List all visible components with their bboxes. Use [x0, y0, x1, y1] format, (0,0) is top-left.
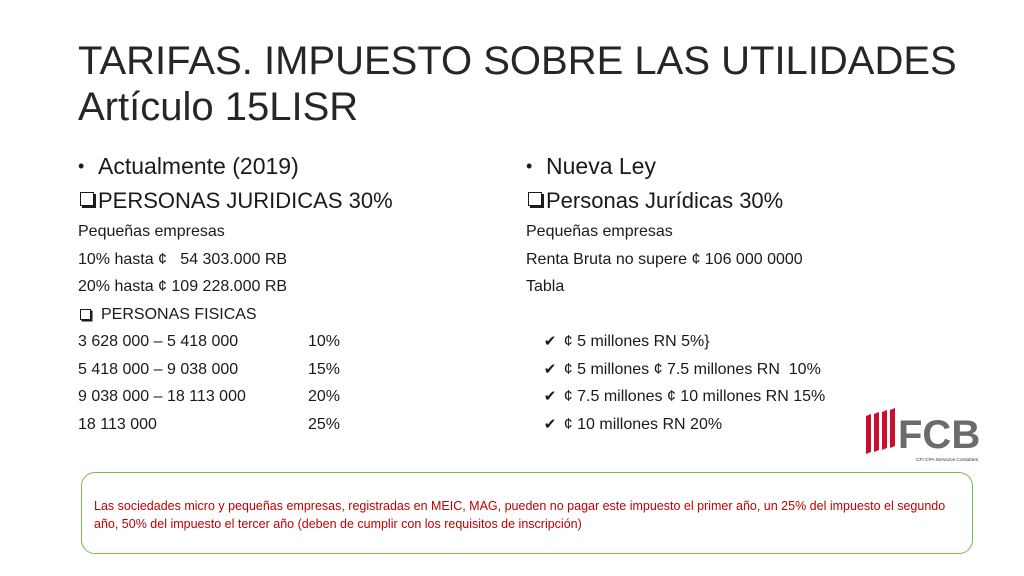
checkbox-icon [528, 192, 542, 206]
check-item [526, 301, 946, 350]
checkmark-icon: ✔ [543, 415, 557, 433]
check-item-text: ¢ 10 millones RN 20% [563, 415, 723, 433]
note-text: Las sociedades micro y pequeñas empresas, registradas en MEIC, MAG, pueden no pagar este impuesto el primer año, un 25% del impuesto el segundo año, 50% del impuesto el tercer año (deben de cumplir con los requisitos de inscripción) [94, 499, 946, 531]
check-item-text: ¢ 7.5 millones ¢ 10 millones RN 15% [563, 388, 826, 405]
right-line: Tabla [526, 278, 565, 295]
logo-stripe [874, 412, 879, 452]
note-box [81, 472, 973, 554]
left-bullet [78, 150, 498, 183]
checkmark-icon: ✔ [543, 388, 557, 405]
right-bullet-text: Nueva Ley [546, 153, 656, 179]
left-column [78, 150, 498, 438]
left-bullet-text: Actualmente (2019) [98, 153, 299, 179]
rate-range: 9 038 000 – 18 113 000 [78, 388, 246, 405]
title-line-2: Artículo 15LISR [78, 85, 359, 129]
rate-range: 3 628 000 – 5 418 000 [78, 333, 239, 350]
checkmark-icon: ✔ [543, 360, 557, 378]
logo-stripe [890, 408, 895, 448]
checkbox-icon [80, 309, 91, 320]
rate-value: 20% [308, 388, 341, 405]
left-line: 20% hasta ¢ 109 228.000 RB [78, 278, 288, 295]
right-heading-text: Personas Jurídicas 30% [546, 188, 784, 213]
rate-value: 25% [308, 415, 341, 433]
check-item-text: ¢ 5 millones RN 5%} [563, 333, 710, 350]
rate-row [78, 411, 498, 439]
check-item-text: ¢ 5 millones ¢ 7.5 millones RN 10% [563, 360, 821, 378]
right-column [526, 150, 946, 433]
checkbox-icon [80, 192, 94, 206]
right-line: Pequeñas empresas [526, 223, 673, 240]
left-subheading [78, 301, 498, 329]
left-line: Pequeñas empresas [78, 223, 225, 240]
left-subheading-text: PERSONAS FISICAS [101, 305, 257, 323]
left-heading [78, 183, 498, 218]
logo-tagline: CFI CPA Servicios Contables [916, 458, 979, 463]
logo-letters: FCB [898, 413, 980, 457]
bullet-icon: • [526, 156, 533, 176]
checkmark-icon: ✔ [543, 333, 557, 350]
rate-range: 18 113 000 [78, 415, 157, 433]
left-line: 10% hasta ¢ 54 303.000 RB [78, 250, 288, 268]
logo-stripe [882, 410, 887, 450]
left-heading-text: PERSONAS JURIDICAS 30% [98, 188, 393, 213]
bullet-icon: • [78, 156, 85, 176]
fcb-logo [866, 408, 980, 466]
slide-title [78, 38, 978, 130]
rate-row [78, 356, 498, 384]
rate-row [78, 328, 498, 356]
rate-value: 15% [308, 360, 341, 378]
title-line-1: TARIFAS. IMPUESTO SOBRE LAS UTILIDADES [78, 39, 957, 83]
right-bullet [526, 150, 946, 183]
right-heading [526, 183, 946, 218]
rate-row [78, 383, 498, 411]
rate-value: 10% [308, 333, 341, 350]
logo-stripe [866, 414, 871, 454]
rate-range: 5 418 000 – 9 038 000 [78, 360, 239, 378]
right-line: Renta Bruta no supere ¢ 106 000 0000 [526, 250, 803, 268]
